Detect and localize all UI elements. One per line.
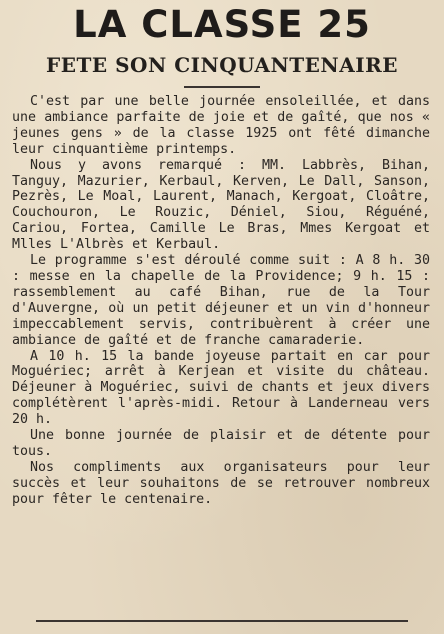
paragraph-excursion: A 10 h. 15 la bande joyeuse partait en car pour Moguériec; arrêt à Kerjean et visite du château. Déjeuner à Moguériec, suivi de chants et jeux divers complétèrent l'après-midi. Retour à Landerneau vers 20 h. — [12, 348, 430, 428]
title-divider — [184, 86, 260, 88]
subheadline: FETE SON CINQUANTENAIRE — [46, 53, 398, 77]
paragraph-attendees: Nous y avons remarqué : MM. Labbrès, Bihan, Tanguy, Mazurier, Kerbaul, Kerven, Le Dall, Sanson, Pezrès, Le Moal, Laurent, Manach, Kergoat, Cloâtre, Couchouron, Le Rouzic, Déniel, Siou, Réguéné, Cariou, Fortea, Camille Le Bras, Mmes Kergoat et Mlles L'Albrès et Kerbaul. — [12, 157, 430, 253]
bottom-divider — [36, 620, 408, 622]
paragraph-programme: Le programme s'est déroulé comme suit : A 8 h. 30 : messe en la chapelle de la Providence; 9 h. 15 : rassemblement au café Bihan, rue de la Tour d'Auvergne, où un petit déjeuner et un vin d'honneur impeccablement servis, contribuèrent à créer une ambiance de gaîté et de franche camaraderie. — [12, 253, 430, 348]
paragraph-compliments: Nos compliments aux organisateurs pour leur succès et leur souhaitons de se retrouver nombreux pour fêter le centenaire. — [12, 459, 430, 507]
article-body — [12, 94, 430, 508]
headline: LA CLASSE 25 — [73, 3, 371, 46]
paragraph-intro: C'est par une belle journée ensoleillée, et dans une ambiance parfaite de joie et de gaîté, que nos « jeunes gens » de la classe 1925 ont fêté dimanche leur cinquantième printemps. — [12, 94, 430, 157]
paragraph-summary: Une bonne journée de plaisir et de détente pour tous. — [12, 428, 430, 459]
